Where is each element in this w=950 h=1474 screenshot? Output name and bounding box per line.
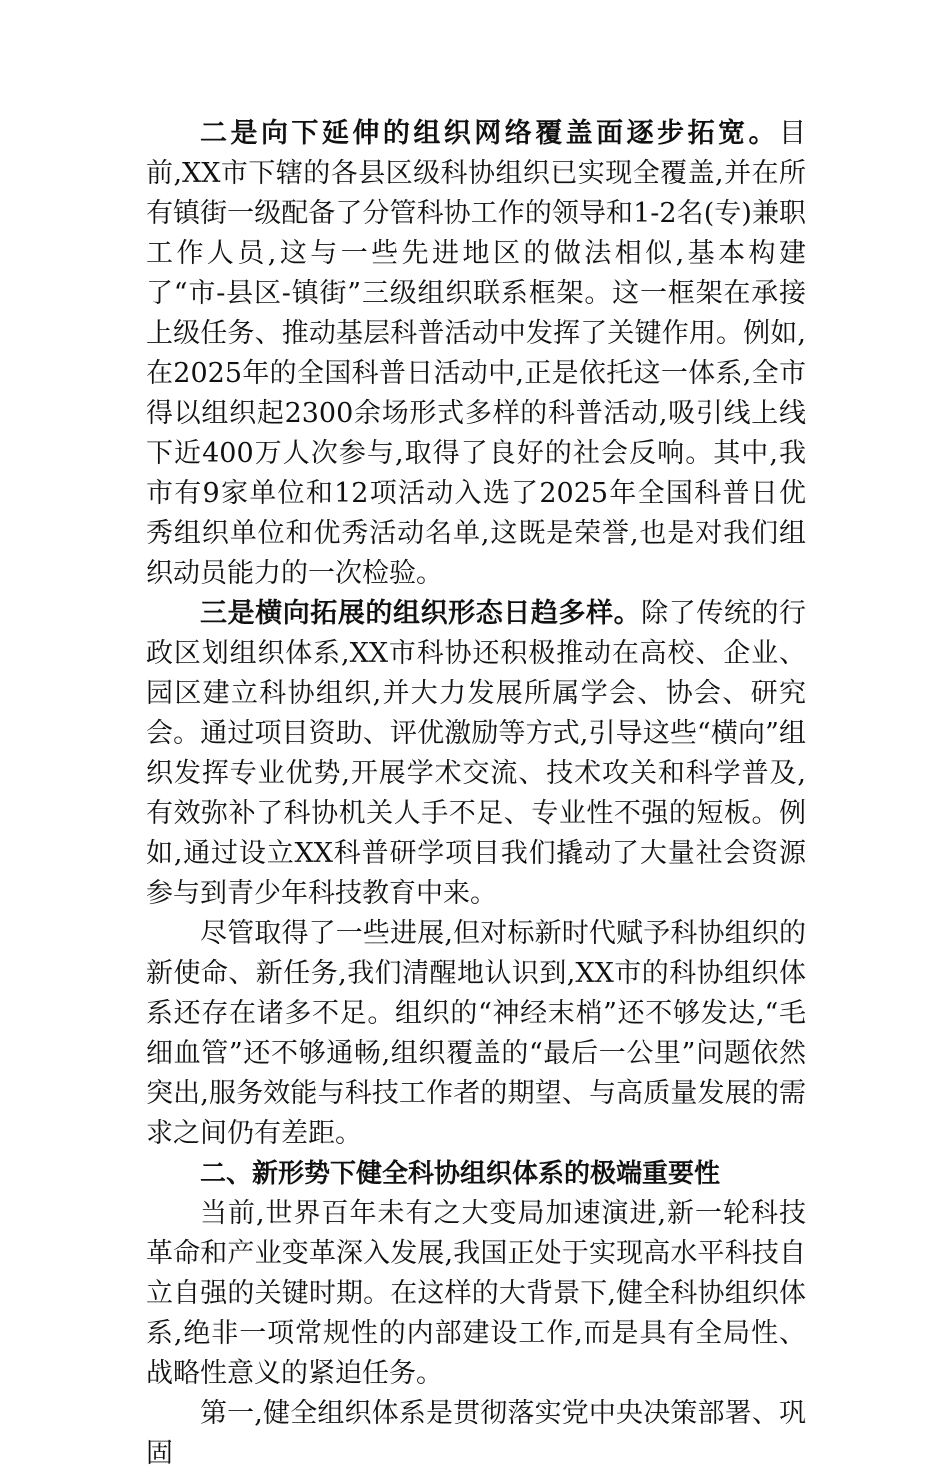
paragraph-organization-network [146, 114, 806, 594]
paragraph-first-point: 第一,健全组织体系是贯彻落实党中央决策部署、巩固 [146, 1398, 806, 1469]
paragraph-body: 除了传统的行政区划组织体系,XX市科协还积极推动在高校、企业、园区建立科协组织,并大力发展所属学会、协会、研究会。通过项目资助、评优激励等方式,引导这些“横向”组织发挥专业优势,开展学术交流、技术攻关和科学普及,有效弥补了科协机关人手不足、专业性不强的短板。例如,通过设立XX科普研学项目我们撬动了大量社会资源参与到青少年科技教育中来。 [146, 598, 807, 909]
document-page [146, 114, 806, 1474]
section-heading: 二、新形势下健全科协组织体系的极端重要性 [200, 1159, 721, 1189]
paragraph-lead-sentence: 二是向下延伸的组织网络覆盖面逐步拓宽。 [200, 118, 779, 149]
paragraph-lead-sentence: 三是横向拓展的组织形态日趋多样。 [200, 598, 642, 629]
paragraph-organization-forms [146, 594, 806, 914]
paragraph-background: 当前,世界百年未有之大变局加速演进,新一轮科技革命和产业变革深入发展,我国正处于实现高水平科技自立自强的关键时期。在这样的大背景下,健全科协组织体系,绝非一项常规性的内部建设工作,而是具有全局性、战略性意义的紧迫任务。 [146, 1198, 806, 1389]
paragraph-body: 目前,XX市下辖的各县区级科协组织已实现全覆盖,并在所有镇街一级配备了分管科协工作的领导和1-2名(专)兼职工作人员,这与一些先进地区的做法相似,基本构建了“市-县区-镇街”三级组织联系框架。这一框架在承接上级任务、推动基层科普活动中发挥了关键作用。例如,在2025年的全国科普日活动中,正是依托这一体系,全市得以组织起2300余场形式多样的科普活动,吸引线上线下近400万人次参与,取得了良好的社会反响。其中,我市有9家单位和12项活动入选了2025年全国科普日优秀组织单位和优秀活动名单,这既是荣誉,也是对我们组织动员能力的一次检验。 [146, 118, 806, 589]
paragraph-shortcomings: 尽管取得了一些进展,但对标新时代赋予科协组织的新使命、新任务,我们清醒地认识到,XX市的科协组织体系还存在诸多不足。组织的“神经末梢”还不够发达,“毛细血管”还不够通畅,组织覆盖的“最后一公里”问题依然突出,服务效能与科技工作者的期望、与高质量发展的需求之间仍有差距。 [146, 918, 806, 1149]
